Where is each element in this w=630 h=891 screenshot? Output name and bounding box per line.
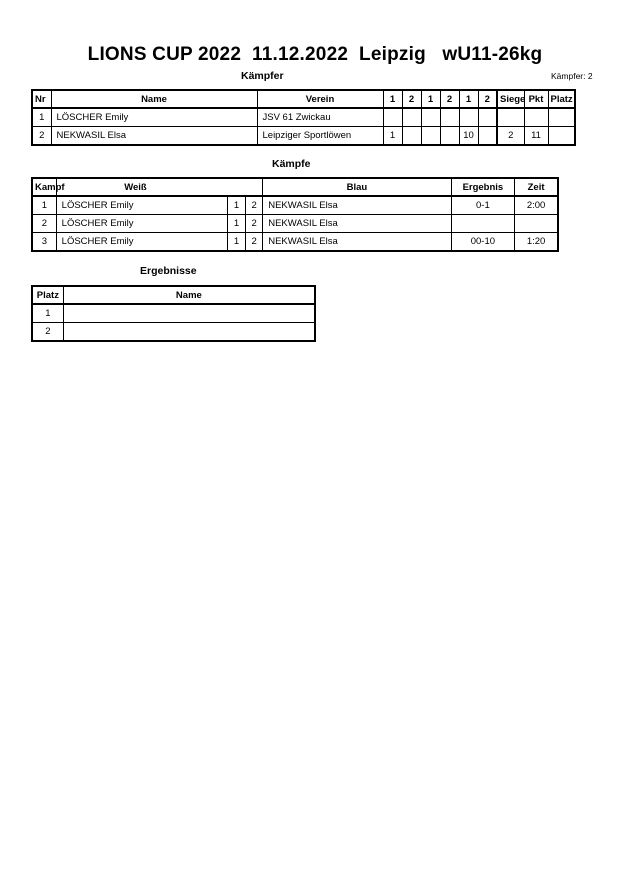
col-kampf: Kampf [32,178,56,196]
fights-section-title: Kämpfe [272,158,311,170]
fighter-place [548,127,575,146]
score-cell [478,127,497,146]
table-row [32,215,558,233]
page-title: LIONS CUP 2022 11.12.2022 Leipzig wU11-26kg [87,44,543,65]
fighter-nr: 2 [32,127,51,146]
score-cell [402,108,421,127]
fight-number: 3 [32,233,56,252]
fighter-wins [497,108,524,127]
score-cell [440,127,459,146]
fight-mark: 1 [227,215,245,233]
results-table [31,285,316,342]
fight-time: 1:20 [515,233,558,252]
fighter-points: 11 [524,127,548,146]
fight-result [451,215,514,233]
fight-mark: 2 [246,233,263,252]
table-row [32,196,558,215]
fighter-club: JSV 61 Zwickau [257,108,383,127]
fighters-header-row [32,90,575,108]
result-name [63,323,315,342]
table-row [32,323,315,342]
result-place: 2 [32,323,63,342]
results-header-row [32,286,315,304]
col-round-6: 2 [478,90,497,108]
score-cell [478,108,497,127]
col-round-4: 2 [440,90,459,108]
fight-mark: 1 [227,233,245,252]
score-cell [459,108,478,127]
col-round-3: 1 [421,90,440,108]
fighter-name: NEKWASIL Elsa [51,127,257,146]
fight-mark: 2 [246,196,263,215]
score-cell [383,108,402,127]
col-verein: Verein [257,90,383,108]
col-name: Name [63,286,315,304]
fight-number: 1 [32,196,56,215]
fighters-section-title: Kämpfer [241,70,284,82]
fight-mark: 2 [246,215,263,233]
fight-blue: NEKWASIL Elsa [263,196,451,215]
score-cell [421,127,440,146]
fight-white: LÖSCHER Emily [56,233,227,252]
fighters-table [31,89,576,146]
fight-blue: NEKWASIL Elsa [263,215,451,233]
col-pkt: Pkt [524,90,548,108]
col-name: Name [51,90,257,108]
fight-result: 0-1 [451,196,514,215]
fight-white: LÖSCHER Emily [56,215,227,233]
results-section-title: Ergebnisse [140,265,197,277]
fight-white: LÖSCHER Emily [56,196,227,215]
score-cell: 10 [459,127,478,146]
fighter-nr: 1 [32,108,51,127]
score-cell [421,108,440,127]
fighter-count: Kämpfer: 2 [551,71,593,81]
fights-header-row [32,178,558,196]
fight-result: 00-10 [451,233,514,252]
result-place: 1 [32,304,63,323]
col-platz: Platz [32,286,63,304]
fighter-wins: 2 [497,127,524,146]
col-blau: Blau [263,178,451,196]
fights-table [31,177,559,252]
fighter-club: Leipziger Sportlöwen [257,127,383,146]
col-ergebnis: Ergebnis [451,178,514,196]
fight-blue: NEKWASIL Elsa [263,233,451,252]
score-cell [402,127,421,146]
fighter-place [548,108,575,127]
result-name [63,304,315,323]
col-round-2: 2 [402,90,421,108]
fight-number: 2 [32,215,56,233]
fight-time [515,215,558,233]
score-cell: 1 [383,127,402,146]
table-row [32,127,575,146]
fight-mark: 1 [227,196,245,215]
fighter-name: LÖSCHER Emily [51,108,257,127]
col-siege: Siege [497,90,524,108]
col-weiss: Weiß [56,178,263,196]
table-row [32,233,558,252]
score-cell [440,108,459,127]
table-row [32,108,575,127]
col-zeit: Zeit [515,178,558,196]
fight-time: 2:00 [515,196,558,215]
table-row [32,304,315,323]
col-nr: Nr [32,90,51,108]
col-round-5: 1 [459,90,478,108]
col-platz: Platz [548,90,575,108]
fighter-points [524,108,548,127]
col-round-1: 1 [383,90,402,108]
